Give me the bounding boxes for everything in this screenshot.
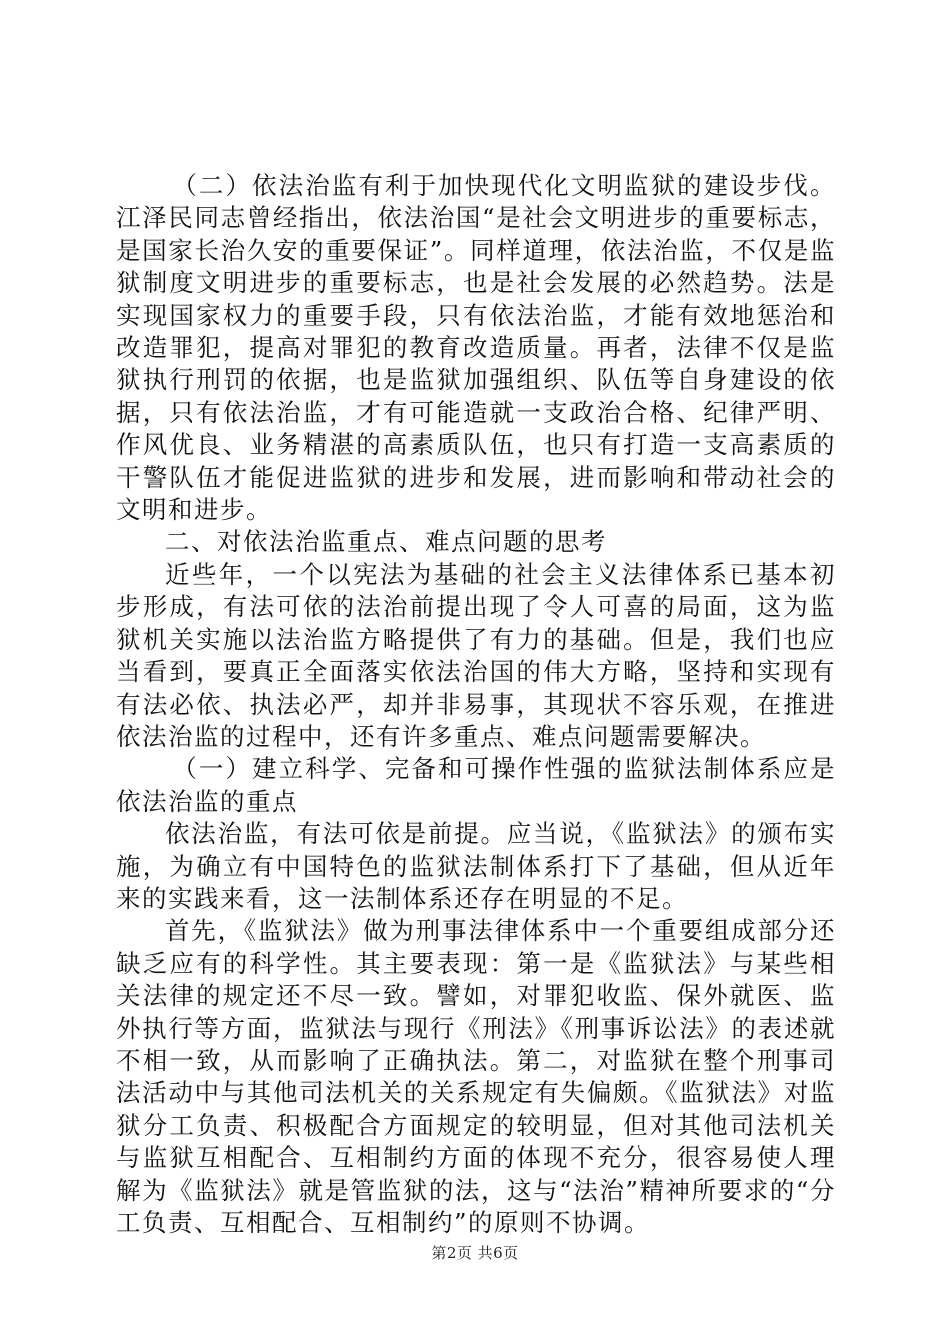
page-footer: 第2页 共6页 — [431, 1244, 519, 1262]
heading-section-two: 二、对依法治监重点、难点问题的思考 — [165, 527, 607, 557]
paragraph-intro-recent-years: 近些年，一个以宪法为基础的社会主义法律体系已基本初步形成，有法可依的法治前提出现了令人可喜的局面，这为监狱机关实施以法治监方略提供了有力的基础。但是，我们也应当看到，要真正全面落实依法治国的伟大方略，坚持和实现有有法必依、执法必严，却并非易事，其现状不容乐观，在推进依法治监的过程中，还有许多重点、难点问题需要解决。 — [116, 559, 836, 751]
paragraph-premise: 依法治监，有法可依是前提。应当说，《监狱法》的颁布实施，为确立有中国特色的监狱法制体系打下了基础，但从近年来的实践来看，这一法制体系还存在明显的不足。 — [116, 819, 836, 913]
paragraph-section-2-2: （二）依法治监有利于加快现代化文明监狱的建设步伐。江泽民同志曾经指出，依法治国“是社会文明进步的重要标志，是国家长治久安的重要保证”。同样道理，依法治监，不仅是监狱制度文明进步的重要标志，也是社会发展的必然趋势。法是实现国家权力的重要手段，只有依法治监，才能有效地惩治和改造罪犯，提高对罪犯的教育改造质量。再者，法律不仅是监狱执行刑罚的依据，也是监狱加强组织、队伍等自身建设的依据，只有依法治监，才有可能造就一支政治合格、纪律严明、作风优良、业务精湛的高素质队伍，也只有打造一支高素质的干警队伍才能促进监狱的进步和发展，进而影响和带动社会的文明和进步。 — [116, 171, 836, 525]
paragraph-firstly: 首先，《监狱法》做为刑事法律体系中一个重要组成部分还缺乏应有的科学性。其主要表现：第一是《监狱法》与某些相关法律的规定还不尽一致。譬如，对罪犯收监、保外就医、监外执行等方面，监狱法与现行《刑法》《刑事诉讼法》的表述就不相一致，从而影响了正确执法。第二，对监狱在整个刑事司法活动中与其他司法机关的关系规定有失偏颇。《监狱法》对监狱分工负责、积极配合方面规定的较明显，但对其他司法机关与监狱互相配合、互相制约方面的体现不充分，很容易使人理解为《监狱法》就是管监狱的法，这与“法治”精神所要求的“分工负责、互相配合、互相制约”的原则不协调。 — [116, 916, 836, 1237]
subheading-section-1: （一）建立科学、完备和可操作性强的监狱法制体系应是依法治监的重点 — [116, 754, 836, 816]
document-body — [116, 170, 836, 1239]
